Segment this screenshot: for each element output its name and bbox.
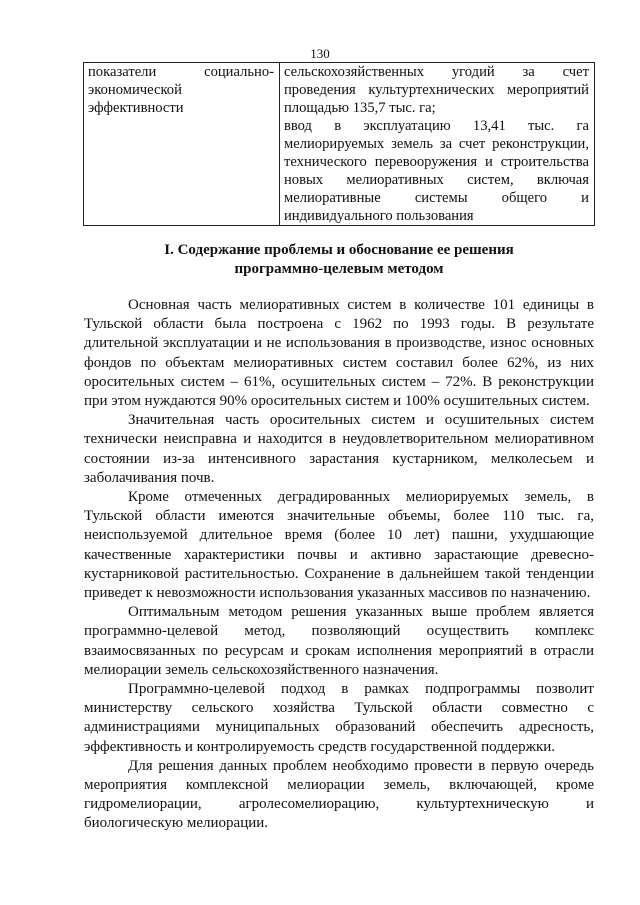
section-heading <box>83 241 595 279</box>
table-value-paragraph-2: ввод в эксплуатацию 13,41 тыс. га мелиорируемых земель за счет реконструкции, технического перевооружения и строительства новых мелиоративных систем, включая мелиоративные системы общего и индивидуального пользования <box>284 118 589 224</box>
paragraph-6: Для решения данных проблем необходимо провести в первую очередь мероприятия комплексной мелиорации земель, включающей, кроме гидромелиорации, агролесомелиорацию, культуртехническую и биологическую мелиорации. <box>84 757 594 832</box>
table-row <box>84 63 595 226</box>
table-value-paragraph-1: сельскохозяйственных угодий за счет проведения культуртехнических мероприятий площадью 135,7 тыс. га; <box>284 64 589 116</box>
criteria-table <box>83 62 595 226</box>
paragraph-5: Программно-целевой подход в рамках подпрограммы позволит министерству сельского хозяйства Тульской области совместно с администрациями муниципальных образований обеспечить адресность, эффективность и контролируемость средств государственной поддержки. <box>84 681 594 755</box>
paragraph-2: Значительная часть оросительных систем и осушительных систем технически неисправна и находится в неудовлетворительном мелиоративном состоянии из-за интенсивного зарастания кустарником, мелколесьем и заболачивания почв. <box>84 412 594 486</box>
page-number: 130 <box>310 46 330 61</box>
body-text <box>84 296 594 834</box>
section-heading-line-2: программно-целевым методом <box>234 261 444 277</box>
section-heading-line-1: I. Содержание проблемы и обоснование ее решения <box>164 242 514 258</box>
table-label-cell: показатели социально-экономической эффективности <box>84 63 280 226</box>
paragraph-1: Основная часть мелиоративных систем в количестве 101 единицы в Тульской области была построена с 1962 по 1993 годы. В результате длительной эксплуатации и не использования в производстве, износ основных фондов по объектам мелиоративных систем составил более 62%, из них оросительных систем – 61%, осушительных систем – 72%. В реконструкции при этом нуждаются 90% оросительных систем и 100% осушительных систем. <box>84 297 594 410</box>
table-value-cell <box>280 63 595 226</box>
paragraph-4: Оптимальным методом решения указанных выше проблем является программно-целевой метод, позволяющий осуществить комплекс взаимосвязанных по ресурсам и срокам исполнения мероприятий в отрасли мелиорации земель сельскохозяйственного назначения. <box>84 604 594 678</box>
paragraph-3: Кроме отмеченных деградированных мелиорируемых земель, в Тульской области имеются значительные объемы, более 110 тыс. га, неиспользуемой длительное время (более 10 лет) пашни, ухудшающие качественные характеристики почвы и активно зарастающие древесно-кустарниковой растительностью. Сохранение в дальнейшем такой тенденции приведет к невозможности использования указанных массивов по назначению. <box>84 489 594 602</box>
